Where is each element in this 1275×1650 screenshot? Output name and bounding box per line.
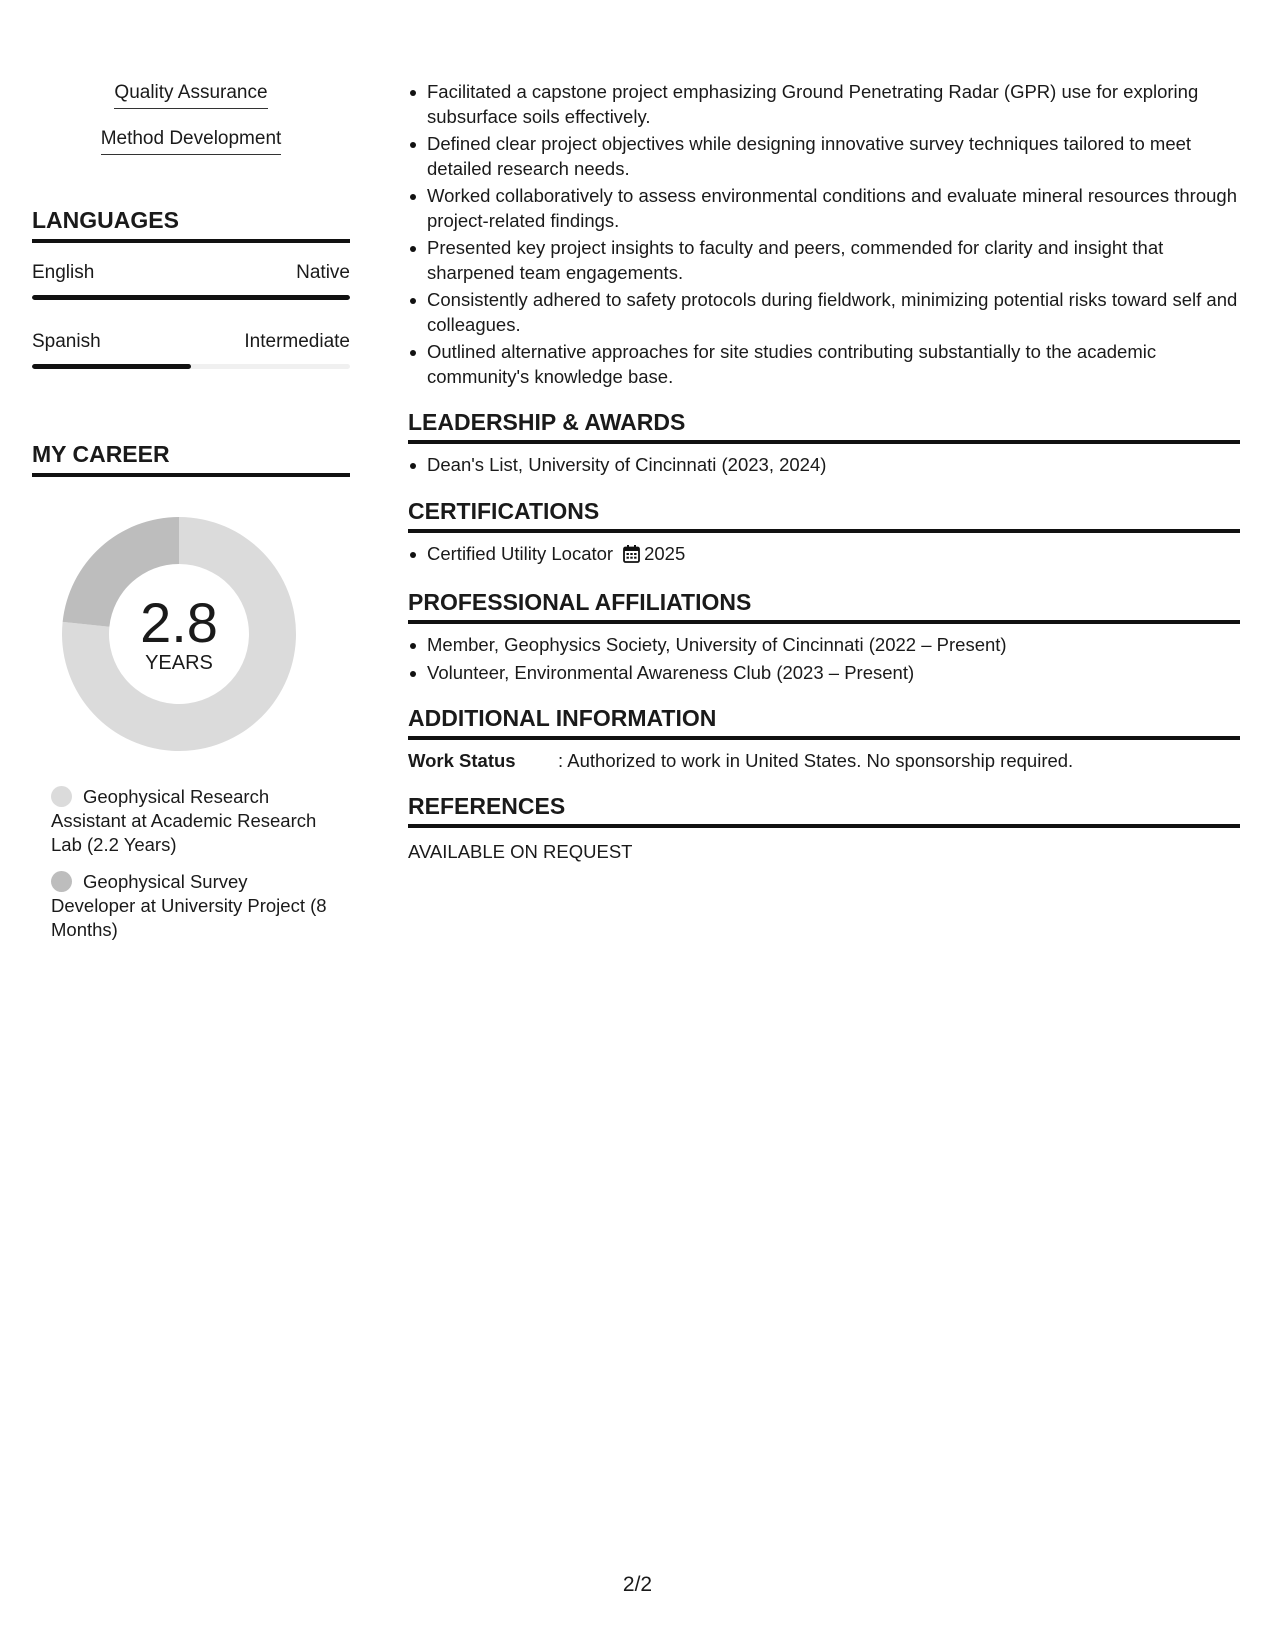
work-status-label: Work Status: [408, 750, 516, 771]
language-row: [32, 330, 350, 369]
language-proficiency-bar: [32, 364, 350, 369]
career-legend-label: Geophysical Survey Developer at University Project (8 Months): [51, 871, 327, 940]
certification-name: Certified Utility Locator: [427, 542, 614, 564]
right-column: [408, 80, 1240, 864]
skill-tag: Quality Assurance: [114, 80, 267, 109]
language-name: Spanish: [32, 331, 101, 352]
language-level: Native: [296, 262, 350, 283]
experience-bullets: [408, 80, 1240, 389]
certification-item: [408, 542, 1240, 570]
language-proficiency-fill: [32, 295, 350, 300]
legend-dot-icon: [51, 871, 72, 892]
additional-info-heading: ADDITIONAL INFORMATION: [408, 703, 1240, 740]
work-status-row: [408, 749, 1240, 773]
career-legend: [51, 785, 331, 942]
language-level: Intermediate: [244, 331, 350, 352]
language-proficiency-bar: [32, 295, 350, 300]
page-number: 2/2: [622, 1573, 653, 1596]
language-proficiency-fill: [32, 364, 191, 369]
languages-heading: LANGUAGES: [32, 205, 350, 243]
affiliation-item: Volunteer, Environmental Awareness Club (2023 – Present): [408, 661, 1240, 686]
legend-dot-icon: [51, 786, 72, 807]
leadership-item: Dean's List, University of Cincinnati (2023, 2024): [408, 453, 1240, 478]
career-donut-chart: [54, 509, 304, 759]
calendar-icon: [623, 545, 640, 570]
certifications-heading: CERTIFICATIONS: [408, 496, 1240, 533]
leadership-heading: LEADERSHIP & AWARDS: [408, 407, 1240, 444]
leadership-list: [408, 453, 1240, 478]
career-legend-item: [51, 785, 331, 857]
language-name: English: [32, 262, 95, 283]
experience-bullet: Defined clear project objectives while designing innovative survey techniques tailored to meet detailed research needs.: [408, 132, 1240, 181]
language-row: [32, 261, 350, 300]
references-heading: REFERENCES: [408, 791, 1240, 828]
certifications-list: [408, 542, 1240, 570]
skill-tag: Method Development: [101, 126, 282, 155]
career-total-unit: YEARS: [145, 652, 213, 674]
left-column: [32, 80, 350, 942]
work-status-value: : Authorized to work in United States. No sponsorship required.: [558, 750, 1074, 771]
experience-bullet: Outlined alternative approaches for site studies contributing substantially to the academic community's knowledge base.: [408, 340, 1240, 389]
affiliations-list: [408, 633, 1240, 685]
affiliations-heading: PROFESSIONAL AFFILIATIONS: [408, 587, 1240, 624]
experience-bullet: Facilitated a capstone project emphasizing Ground Penetrating Radar (GPR) use for exploring subsurface soils effectively.: [408, 80, 1240, 129]
skills-list: [32, 80, 350, 155]
career-heading: MY CAREER: [32, 439, 350, 477]
certification-year: 2025: [644, 542, 686, 564]
career-total-value: 2.8: [140, 591, 218, 654]
affiliation-item: Member, Geophysics Society, University of Cincinnati (2022 – Present): [408, 633, 1240, 658]
career-legend-item: [51, 870, 331, 942]
career-legend-label: Geophysical Research Assistant at Academic Research Lab (2.2 Years): [51, 786, 317, 855]
references-text: AVAILABLE ON REQUEST: [408, 841, 633, 862]
experience-bullet: Worked collaboratively to assess environmental conditions and evaluate mineral resources through project-related findings.: [408, 184, 1240, 233]
experience-bullet: Consistently adhered to safety protocols during fieldwork, minimizing potential risks toward self and colleagues.: [408, 288, 1240, 337]
experience-bullet: Presented key project insights to faculty and peers, commended for clarity and insight that sharpened team engagements.: [408, 236, 1240, 285]
